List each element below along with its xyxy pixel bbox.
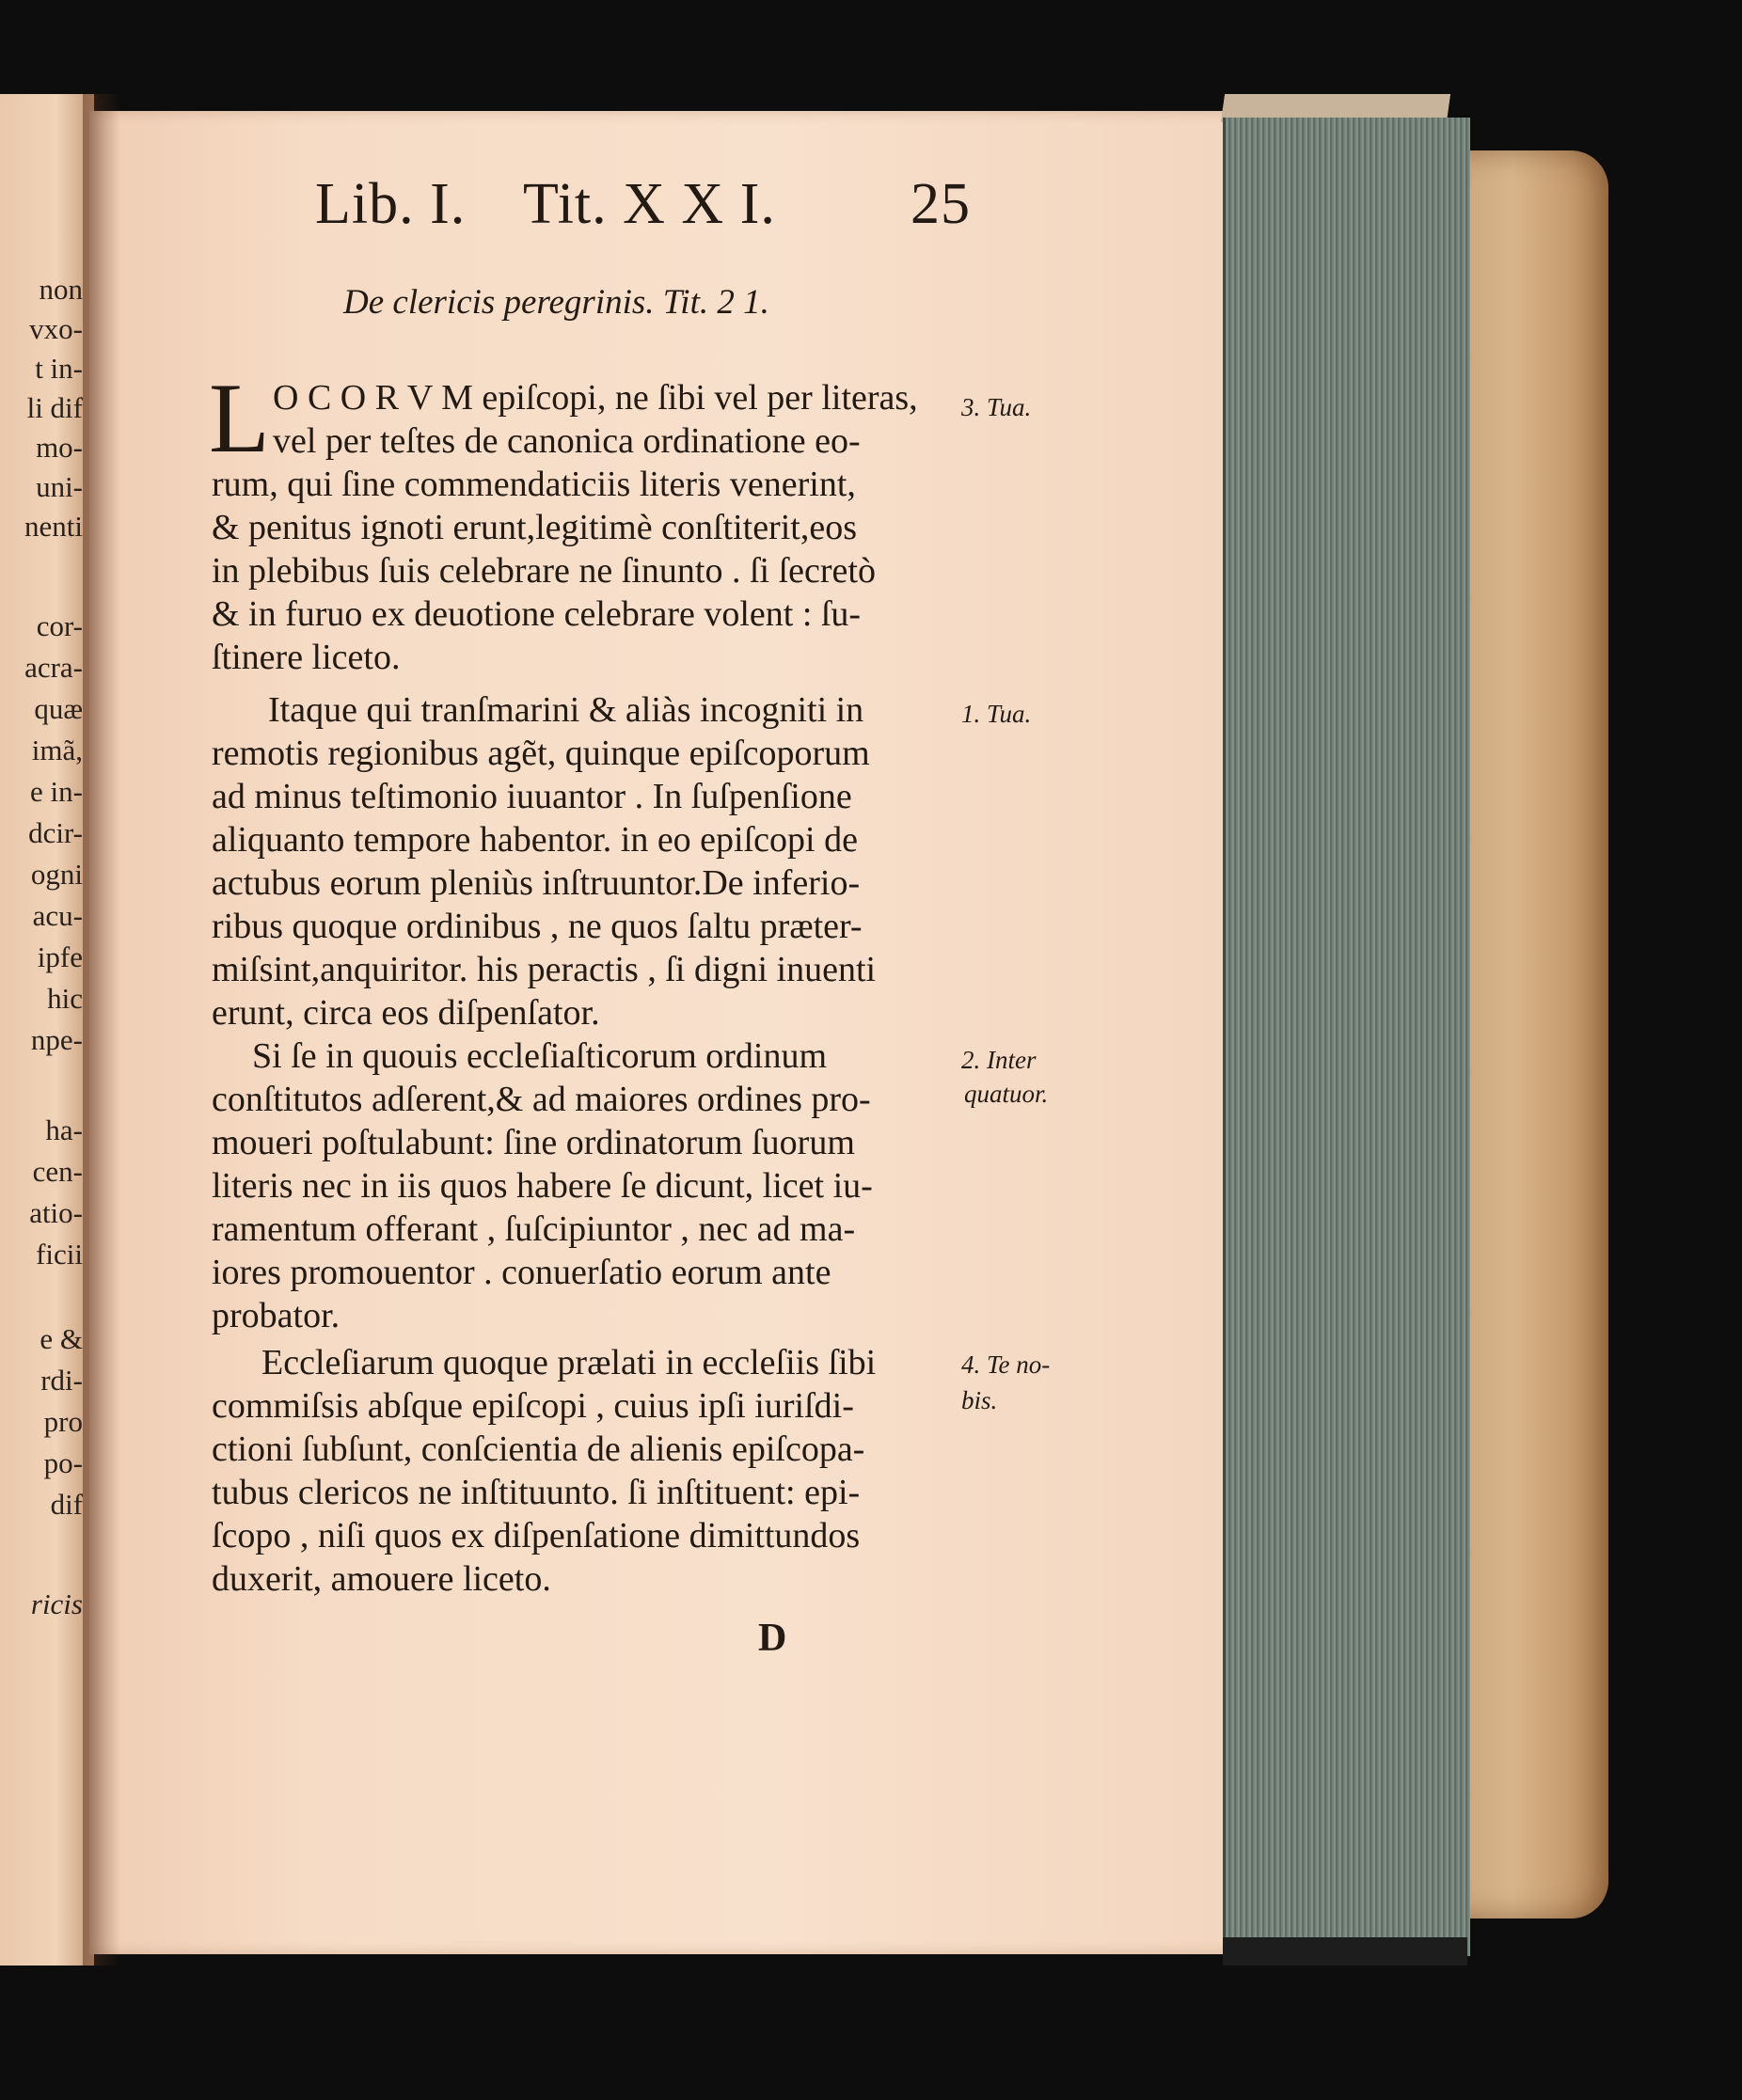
text-line: Si ſe in quouis eccleſiaſticorum ordinum	[252, 1036, 828, 1076]
left-page-fragment: quæ	[34, 692, 83, 725]
text-line: ribus quoque ordinibus , ne quos ſaltu præter-	[212, 907, 863, 946]
left-page-fragment: uni-	[36, 470, 83, 503]
text-line: remotis regionibus agẽt, quinque epiſcoporum	[212, 734, 870, 773]
left-page-fragment: cen-	[32, 1155, 83, 1188]
text-line: duxerit, amouere liceto.	[212, 1559, 551, 1599]
margin-note: bis.	[961, 1386, 998, 1414]
text-line: ramentum offerant , ſuſcipiuntor , nec ad ma-	[212, 1209, 856, 1249]
left-page-fragment: mo-	[36, 431, 83, 464]
left-page-fragment: ha-	[45, 1113, 83, 1146]
left-page-fragment: vxo-	[29, 312, 83, 345]
left-page-fragment: pro	[43, 1405, 83, 1438]
left-page-fragment: e in-	[30, 775, 83, 808]
margin-note: 2. Inter	[961, 1046, 1037, 1074]
margin-note: quatuor.	[964, 1080, 1049, 1108]
left-page-fragment: ficii	[36, 1238, 83, 1271]
text-line: & in furuo ex deuotione celebrare volent : ſu-	[212, 594, 862, 634]
left-page-fragment: non	[39, 273, 83, 306]
leather-cover	[1449, 150, 1608, 1918]
left-page-fragment: npe-	[30, 1023, 83, 1056]
book-number: Lib. I.	[315, 172, 467, 236]
text-line: O C O R V M epiſcopi, ne ſibi vel per literas,	[273, 378, 918, 418]
margin-note: 1. Tua.	[961, 700, 1032, 728]
left-page-fragment: li dif	[26, 391, 83, 424]
text-line: moueri poſtulabunt: ſine ordinatorum ſuorum	[212, 1123, 855, 1162]
text-line: & penitus ignoti erunt,legitimè conſtiterit,eos	[212, 508, 857, 547]
page-block-bottom	[1223, 1937, 1467, 1966]
left-page-fragment: po-	[43, 1446, 83, 1479]
signature-mark: D	[758, 1617, 787, 1660]
gutter-shadow	[83, 94, 120, 1966]
text-line: in plebibus ſuis celebrare ne ſinunto . ſi ſecretò	[212, 551, 876, 591]
left-page-fragment: atio-	[29, 1196, 83, 1229]
left-page-fragment: e &	[40, 1322, 83, 1355]
left-page-fragment: imã,	[31, 734, 83, 766]
page-fore-edge	[1223, 118, 1470, 1956]
text-line: ctioni ſubſunt, conſcientia de alienis epiſcopa-	[212, 1429, 865, 1469]
text-line: tubus clericos ne inſtituunto. ſi inſtituent: epi-	[212, 1473, 861, 1512]
text-line: conſtitutos adſerent,& ad maiores ordines pro-	[212, 1080, 871, 1119]
text-line: literis nec in iis quos habere ſe dicunt, licet iu-	[212, 1166, 873, 1206]
left-page-fragment: acra-	[24, 651, 83, 684]
left-page-fragment: ipfe	[37, 940, 83, 973]
left-page-fragment: rdi-	[40, 1364, 83, 1397]
margin-note: 3. Tua.	[961, 393, 1032, 421]
left-page-fragment: ogni	[30, 858, 83, 891]
text-line: vel per teſtes de canonica ordinatione eo-	[273, 421, 861, 461]
left-page-fragment: t in-	[35, 352, 83, 385]
text-line: ſtinere liceto.	[212, 638, 401, 677]
text-line: miſsint,anquiritor. his peractis , ſi digni inuenti	[212, 950, 877, 989]
left-page-fragment: nenti	[24, 510, 83, 543]
text-line: ſcopo , niſi quos ex diſpenſatione dimittundos	[212, 1516, 861, 1555]
text-line: Eccleſiarum quoque prælati in eccleſiis ſibi	[261, 1343, 877, 1382]
text-line: probator.	[212, 1296, 340, 1335]
title-number: Tit. X X I.	[523, 172, 776, 236]
text-line: commiſsis abſque epiſcopi , cuius ipſi iuriſdi-	[212, 1386, 854, 1426]
left-page-fragment: ricis	[30, 1587, 83, 1620]
left-page-fragment: dcir-	[28, 816, 83, 849]
section-title: De clericis peregrinis. Tit. 2 1.	[343, 283, 769, 322]
text-line: ad minus teſtimonio iuuantor . In ſuſpenſione	[212, 777, 852, 816]
text-line: Itaque qui tranſmarini & aliàs incogniti in	[268, 690, 864, 730]
margin-note: 4. Te no-	[961, 1350, 1051, 1379]
left-page-fragment: dif	[50, 1488, 83, 1521]
text-line: rum, qui ſine commendaticiis literis venerint,	[212, 465, 856, 504]
left-page-fragment: hic	[47, 982, 83, 1015]
left-page	[0, 94, 94, 1966]
text-line: aliquanto tempore habentor. in eo epiſcopi de	[212, 820, 858, 860]
text-line: actubus eorum pleniùs inſtruuntor.De inferio-	[212, 863, 861, 903]
text-line: erunt, circa eos diſpenſator.	[212, 993, 600, 1033]
left-page-fragment: cor-	[36, 609, 83, 642]
drop-cap: L	[209, 363, 270, 473]
text-line: iores promouentor . conuerſatio eorum ante	[212, 1253, 831, 1292]
left-page-fragment: acu-	[32, 899, 83, 932]
page-number: 25	[911, 172, 971, 236]
